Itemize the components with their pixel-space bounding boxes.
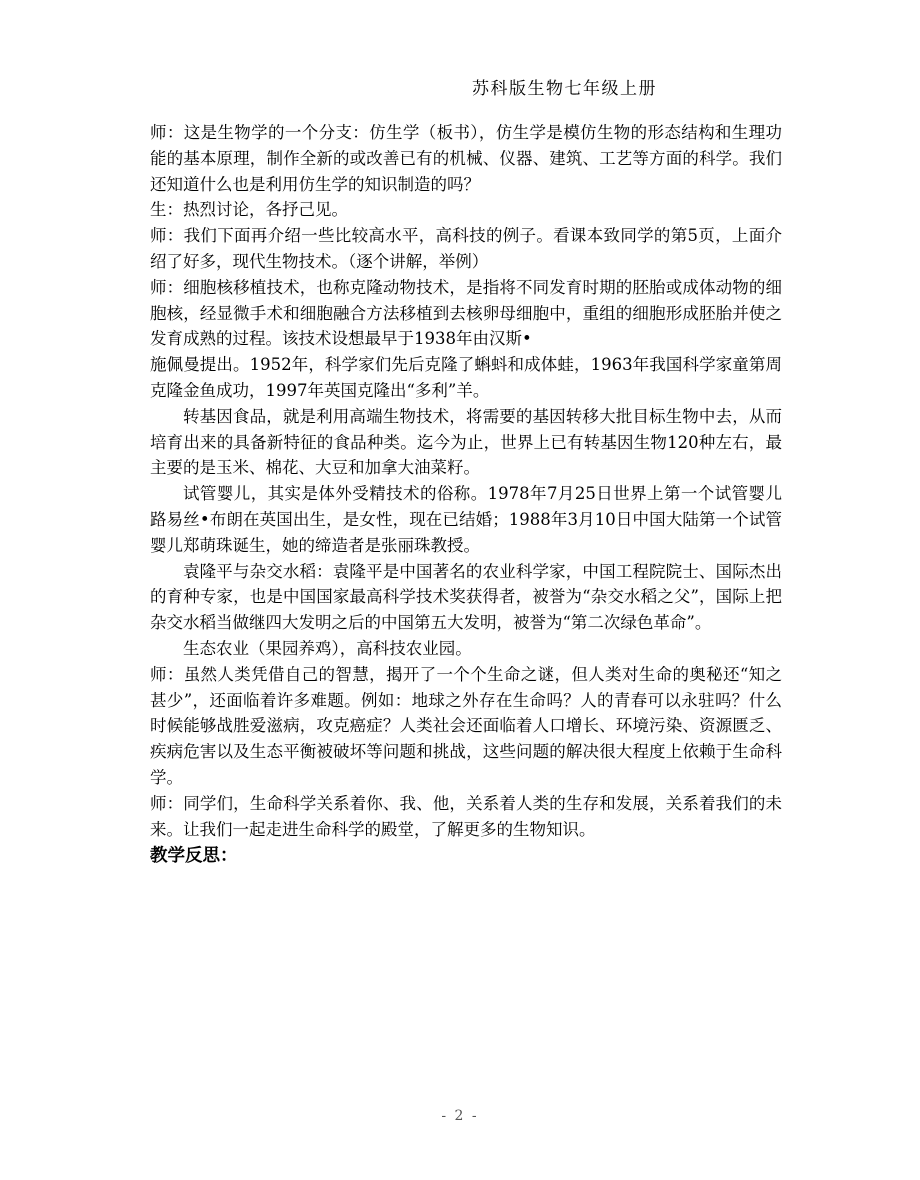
paragraph-hybrid-rice: 袁隆平与杂交水稻：袁隆平是中国著名的农业科学家，中国工程院院士、国际杰出的育种专家，也是中国国家最高科学技术奖获得者，被誉为“杂交水稻之父”，国际上把杂交水稻当做继四大发明之后的中国第五大发明，被誉为“第二次绿色革命”。 <box>150 561 782 633</box>
paragraph-life-mysteries: 师：虽然人类凭借自己的智慧，揭开了一个个生命之谜，但人类对生命的奥秘还“知之甚少”，还面临着许多难题。例如：地球之外存在生命吗？人的青春可以永驻吗？什么时候能够战胜爱滋病，攻克癌症？人类社会还面临着人口增长、环境污染、资源匮乏、疾病危害以及生态平衡被破坏等问题和挑战，这些问题的解决很大程度上依赖于生命科学。 <box>150 664 782 787</box>
page-header-title: 苏科版生物七年级上册 <box>472 79 657 99</box>
paragraph-student-discussion: 生：热烈讨论，各抒己见。 <box>150 200 348 220</box>
paragraph-eco-agriculture: 生态农业（果园养鸡），高科技农业园。 <box>183 638 472 658</box>
page-number: - 2 - <box>441 1108 479 1124</box>
paragraph-bionics: 师：这是生物学的一个分支：仿生学（板书），仿生学是模仿生物的形态结构和生理功能的基本原理，制作全新的或改善已有的机械、仪器、建筑、工艺等方面的科学。我们还知道什么也是利用仿生学的知识制造的吗？ <box>150 123 782 194</box>
paragraph-nuclear-transfer: 师：细胞核移植技术，也称克隆动物技术，是指将不同发育时期的胚胎或成体动物的细胞核，经显微手术和细胞融合方法移植到去核卵母细胞中，重组的细胞形成胚胎并使之发育成熟的过程。该技术设想最早于1938年由汉斯• <box>150 277 782 349</box>
reflection-heading: 教学反思： <box>150 846 238 867</box>
paragraph-high-tech-intro: 师：我们下面再介绍一些比较高水平，高科技的例子。看课本致同学的第5页，上面介绍了好多，现代生物技术。（逐个讲解，举例） <box>150 226 782 271</box>
paragraph-ivf: 试管婴儿，其实是体外受精技术的俗称。1978年7月25日世界上第一个试管婴儿路易丝•布朗在英国出生，是女性，现在已结婚；1988年3月10日中国大陆第一个试管婴儿郑萌珠诞生，她的缔造者是张丽珠教授。 <box>150 484 782 555</box>
paragraph-gm-food: 转基因食品，就是利用高端生物技术，将需要的基因转移大批目标生物中去，从而培育出来的具备新特征的食品种类。迄今为止，世界上已有转基因生物120种左右，最主要的是玉米、棉花、大豆和加拿大油菜籽。 <box>150 406 782 478</box>
paragraph-closing: 师：同学们，生命科学关系着你、我、他，关系着人类的生存和发展，关系着我们的未来。让我们一起走进生命科学的殿堂，了解更多的生物知识。 <box>150 793 782 839</box>
document-body <box>150 120 782 870</box>
paragraph-cloning-history: 施佩曼提出。1952年，科学家们先后克隆了蝌蚪和成体蛙，1963年我国科学家童第周克隆金鱼成功，1997年英国克隆出“多利”羊。 <box>150 355 782 400</box>
